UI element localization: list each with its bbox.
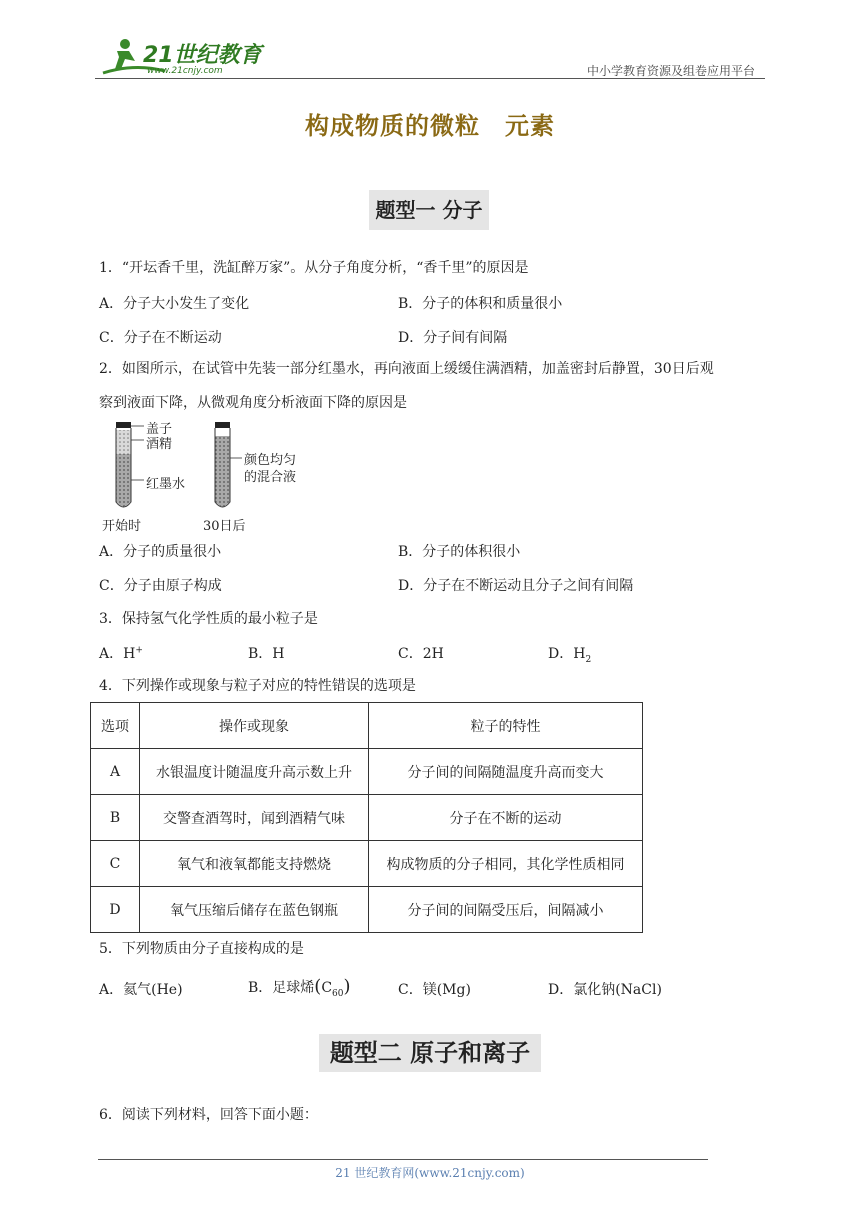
label-after-30-days: 30日后 [203, 519, 246, 534]
table-cell: 分子间的间隔随温度升高而变大 [369, 749, 643, 795]
table-header-row [91, 703, 643, 749]
question-3-option-d [548, 643, 591, 665]
option-b-formula: C [321, 980, 333, 996]
question-4-table [90, 702, 643, 933]
table-row [91, 795, 643, 841]
table-row [91, 841, 643, 887]
test-tube-figure [102, 420, 322, 535]
question-1-option-b: B．分子的体积和质量很小 [398, 296, 563, 312]
question-2-option-d: D．分子在不断运动且分子之间有间隔 [398, 578, 634, 594]
footer-text: 21 世纪教育网(www.21cnjy.com) [335, 1166, 525, 1180]
close-paren: ) [343, 976, 351, 997]
label-mixture-line1: 颜色均匀 [244, 453, 297, 468]
question-2-stem-line2: 察到液面下降，从微观角度分析液面下降的原因是 [99, 395, 407, 411]
logo-url: www.21cnjy.com [147, 66, 223, 76]
label-start: 开始时 [102, 519, 142, 534]
option-d-subscript: 2 [585, 654, 592, 665]
table-row [91, 887, 643, 933]
table-cell: 氧气和液氧都能支持燃烧 [140, 841, 369, 887]
option-b-text: B．足球烯 [248, 980, 315, 996]
table-cell: B [91, 795, 140, 841]
question-1-option-a: A．分子大小发生了变化 [99, 296, 250, 312]
question-1-option-d: D．分子间有间隔 [398, 330, 508, 346]
question-2-option-a: A．分子的质量很小 [99, 544, 222, 560]
footer-divider [98, 1159, 708, 1160]
question-2-option-c: C．分子由原子构成 [99, 578, 222, 594]
header-tagline: 中小学教育资源及组卷应用平台 [586, 64, 755, 78]
question-5-option-a: A．氦气(He) [99, 982, 183, 998]
question-4-stem: 4．下列操作或现象与粒子对应的特性错误的选项是 [99, 678, 416, 694]
table-cell: C [91, 841, 140, 887]
question-3-stem: 3．保持氢气化学性质的最小粒子是 [99, 611, 318, 627]
label-mixture-line2: 的混合液 [244, 470, 297, 485]
table-cell: D [91, 887, 140, 933]
option-a-text: A．H [99, 646, 136, 662]
option-d-text: D．H [548, 646, 586, 662]
table-header-cell: 粒子的特性 [369, 703, 643, 749]
table-header-cell: 选项 [91, 703, 140, 749]
label-lid: 盖子 [146, 422, 173, 437]
option-a-superscript: + [135, 645, 143, 656]
open-paren: ( [314, 976, 322, 997]
question-3-option-c: C．2H [398, 646, 444, 662]
question-3-option-a [99, 643, 143, 663]
label-red-ink: 红墨水 [146, 477, 186, 492]
header-divider [95, 78, 765, 79]
table-cell: 分子在不断的运动 [369, 795, 643, 841]
table-cell: 水银温度计随温度升高示数上升 [140, 749, 369, 795]
section-heading-2: 题型二 原子和离子 [319, 1034, 541, 1072]
logo-text: 21世纪教育 [143, 43, 262, 68]
question-5-stem: 5．下列物质由分子直接构成的是 [99, 941, 304, 957]
table-cell: 氧气压缩后储存在蓝色钢瓶 [140, 887, 369, 933]
document-title: 构成物质的微粒 元素 [305, 112, 555, 140]
table-cell: 交警查酒驾时，闻到酒精气味 [140, 795, 369, 841]
table-cell: 构成物质的分子相同，其化学性质相同 [369, 841, 643, 887]
label-alcohol: 酒精 [146, 437, 173, 452]
site-logo [95, 35, 265, 80]
question-1-option-c: C．分子在不断运动 [99, 330, 222, 346]
question-5-option-c: C．镁(Mg) [398, 982, 471, 998]
question-5-option-b [248, 976, 351, 999]
option-b-subscript: 60 [332, 988, 344, 999]
table-row [91, 749, 643, 795]
question-2-stem-line1: 2．如图所示，在试管中先装一部分红墨水，再向液面上缓缓住满酒精，加盖密封后静置，30日后观 [99, 361, 714, 377]
question-1-stem: 1．“开坛香千里，洗缸醉万家”。从分子角度分析，“香千里”的原因是 [99, 260, 529, 276]
question-6-stem: 6．阅读下列材料，回答下面小题： [99, 1107, 318, 1123]
section-heading-1: 题型一 分子 [369, 190, 489, 230]
table-cell: 分子间的间隔受压后，间隔减小 [369, 887, 643, 933]
table-cell: A [91, 749, 140, 795]
question-2-option-b: B．分子的体积很小 [398, 544, 521, 560]
question-5-option-d: D．氯化钠(NaCl) [548, 982, 662, 998]
table-header-cell: 操作或现象 [140, 703, 369, 749]
question-3-option-b: B．H [248, 646, 285, 662]
